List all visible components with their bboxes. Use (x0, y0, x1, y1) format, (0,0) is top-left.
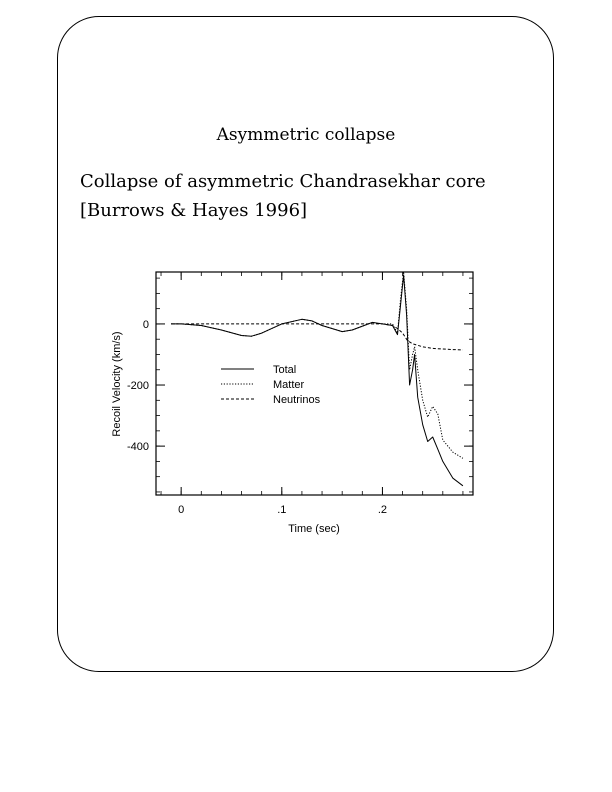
series-lines (171, 272, 463, 486)
description-line: Collapse of asymmetric Chandrasekhar core (80, 171, 486, 192)
x-tick-label: .2 (377, 504, 388, 516)
x-tick-label: 0 (178, 504, 185, 516)
x-axis-label: Time (sec) (288, 523, 340, 535)
x-tick-label: .1 (277, 504, 287, 516)
plot-area-frame (156, 272, 473, 495)
y-axis-label: Recoil Velocity (km/s) (111, 331, 123, 437)
legend-label-neutrinos: Neutrinos (273, 394, 321, 406)
citation-line: [Burrows & Hayes 1996] (80, 200, 308, 221)
slide-title: Asymmetric collapse (216, 125, 396, 145)
y-tick-label: -400 (126, 441, 149, 454)
tick-marks (156, 272, 473, 495)
tick-labels (127, 319, 387, 516)
legend (221, 364, 321, 406)
series-line-matter (171, 272, 463, 458)
legend-label-total: Total (273, 364, 297, 376)
y-tick-label: 0 (142, 318, 149, 331)
legend-label-matter: Matter (273, 379, 305, 391)
series-line-neutrinos (171, 324, 463, 350)
y-tick-label: -200 (126, 380, 149, 393)
